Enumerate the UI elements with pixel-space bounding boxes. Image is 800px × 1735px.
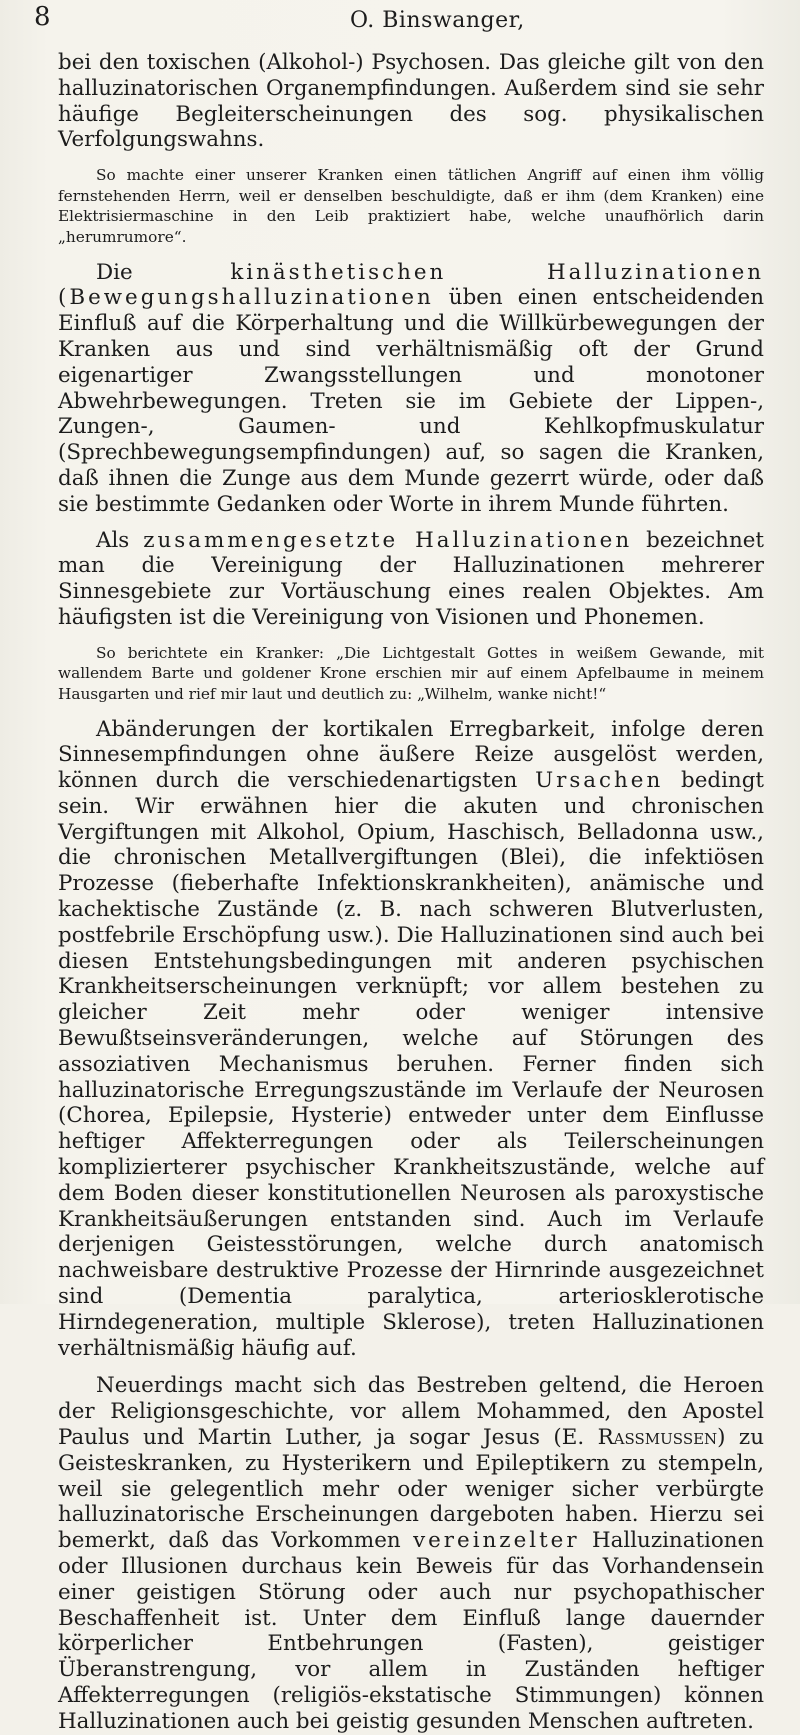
emphasized-term: kinästhetischen Halluzinationen (Bewegungshalluzinationen <box>58 259 765 311</box>
body-text <box>58 50 764 1735</box>
running-head: O. Binswanger, <box>350 8 525 33</box>
paragraph-toxic-psychoses: bei den toxischen (Alkohol-) Psychosen. Das gleiche gilt von den halluzinatorischen Organempfindungen. Außerdem sind sie sehr häufige Begleiterscheinungen des sog. physikalischen Verfolgungswahns. <box>58 50 764 153</box>
case-note-electrifying-machine: So machte einer unserer Kranken einen tätlichen Angriff auf einen ihm völlig fernstehenden Herrn, weil er denselben beschuldigte, daß er ihm (dem Kranken) eine Elektrisiermaschine in den Leib praktiziert habe, welche unaufhörlich darin „herumrumore“. <box>58 166 764 246</box>
page-header <box>34 2 734 38</box>
paragraph-text: Halluzinationen oder Illusionen durchaus kein Beweis für das Vorhandensein einer geistigen Störung oder auch nur psychopathischer Beschaffenheit ist. Unter dem Einfluß lange dauernder körperlicher Entbehrungen (Fasten), geistiger Überanstrengung, vor allem in Zuständen heftiger Affekterregungen (religiös-ekstatische Stimmungen) können Halluzinationen auch bei geistig gesunden Menschen auftreten. <box>58 1528 764 1734</box>
emphasized-term: Ursachen <box>535 768 664 794</box>
paragraph-text: bezeichnet man die Vereinigung der Halluzinationen mehrerer Sinnesgebiete zur Vortäuschung eines realen Objektes. Am häufigsten ist die Vereinigung von Visionen und Phonemen. <box>58 527 764 630</box>
paragraph-text: Neuerdings macht sich das Bestreben geltend, die Heroen der Religionsgeschichte, vor allem Mohammed, den Apostel Paulus und Martin Luther, ja sogar Jesus (E. <box>58 1373 764 1451</box>
emphasized-term: vereinzelter <box>413 1528 580 1554</box>
paragraph-text: Als <box>96 527 144 553</box>
page-number: 8 <box>34 2 51 32</box>
case-note-vision-of-god: So berichtete ein Kranker: „Die Lichtgestalt Gottes in weißem Gewande, mit wallendem Barte und goldener Krone erschien mir auf einem Apfelbaume in meinem Hausgarten und rief mir laut und deutlich zu: „Wilhelm, wanke nicht!“ <box>58 643 764 703</box>
paragraph-text: bedingt sein. Wir erwähnen hier die akuten und chronischen Vergiftungen mit Alkohol, Opium, Haschisch, Belladonna usw., die chronischen Metallvergiftungen (Blei), die infektiösen Prozesse (fieberhafte Infektionskrankheiten), anämische und kachektische Zustände (z. B. nach schweren Blutverlusten, postfebrile Erschöpfung usw.). Die Halluzinationen sind auch bei diesen Entstehungsbedingungen mit anderen psychischen Krankheitserscheinungen verknüpft; vor allem bestehen zu gleicher Zeit mehr oder weniger intensive Bewußtseinsveränderungen, welche auf Störungen des assoziativen Mechanismus beruhen. Ferner finden sich halluzinatorische Erregungszustände im Verlaufe der Neurosen (Chorea, Epilepsie, Hysterie) entweder unter dem Einflusse heftiger Affekterregungen oder als Teilerscheinungen komplizierterer psychischer Krankheitszustände, welche auf dem Boden dieser konstitutionellen Neurosen als paroxystische Krankheitsäußerungen entstanden sind. Auch im Verlaufe derjenigen Geistesstörungen, welche durch anatomisch nachweisbare destruktive Prozesse der Hirnrinde ausgezeichnet sind (Dementia paralytica, arteriosklerotische Hirndegeneration, multiple Sklerose), treten Halluzinationen verhältnismäßig häufig auf. <box>58 768 764 1361</box>
paragraph-text: ) zu Geisteskranken, zu Hysterikern und Epileptikern zu stempeln, weil sie gelegentlich mehr oder weniger sicher verbürgte halluzinatorische Erscheinungen dargeboten haben. Hierzu sei bemerkt, daß das Vorkommen <box>58 1425 764 1554</box>
emphasized-term: zusammengesetzte Halluzinationen <box>143 527 633 553</box>
paragraph-causes <box>58 717 764 1362</box>
paragraph-kinesthetic-hallucinations <box>58 260 764 518</box>
paragraph-text: Abänderungen der kortikalen Erregbarkeit, infolge deren Sinnesempfindungen ohne äußere Reize ausgelöst werden, können durch die verschiedenartigsten <box>58 716 764 794</box>
paragraph-text: üben einen entscheidenden Einfluß auf die Körperhaltung und die Willkürbewegungen der Kranken aus und sind verhältnismäßig oft der Grund eigenartiger Zwangsstellungen und monotoner Abwehrbewegungen. Treten sie im Gebiete der Lippen-, Zungen-, Gaumen- und Kehlkopfmuskulatur (Sprechbewegungsempfindungen) auf, so sagen die Kranken, daß ihnen die Zunge aus dem Munde gezerrt würde, oder daß sie bestimmte Gedanken oder Worte in ihrem Munde führten. <box>58 285 764 517</box>
paragraph-religious-figures <box>58 1373 764 1734</box>
paragraph-compound-hallucinations <box>58 528 764 631</box>
paragraph-text: Die <box>96 259 231 285</box>
author-name: Rassmussen <box>597 1425 718 1451</box>
